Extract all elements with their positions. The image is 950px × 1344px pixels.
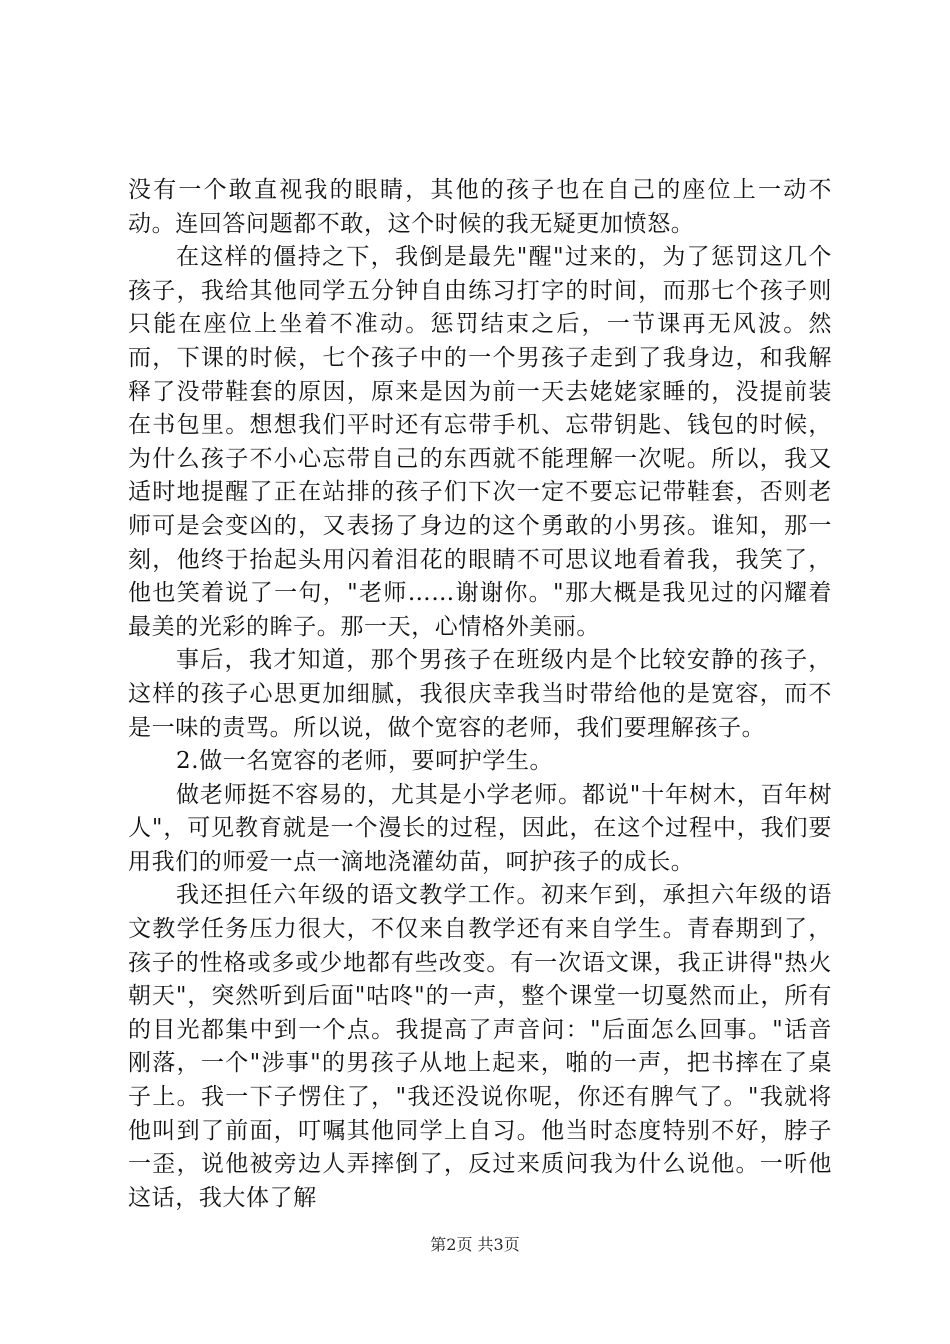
page-number-footer: 第2页 共3页 — [430, 1235, 520, 1254]
paragraph-4: 做老师挺不容易的，尤其是小学老师。都说"十年树木，百年树人"，可见教育就是一个漫长的过程，因此，在这个过程中，我们要用我们的师爱一点一滴地浇灌幼苗，呵护孩子的成长。 — [128, 781, 832, 875]
paragraph-5: 我还担任六年级的语文教学工作。初来乍到，承担六年级的语文教学任务压力很大，不仅来自教学还有来自学生。青春期到了，孩子的性格或多或少地都有些改变。有一次语文课，我正讲得"热火朝天"，突然听到后面"咕咚"的一声，整个课堂一切戛然而止，所有的目光都集中到一个点。我提高了声音问："后面怎么回事。"话音刚落，一个"涉事"的男孩子从地上起来，啪的一声，把书摔在了桌子上。我一下子愣住了，"我还没说你呢，你还有脾气了。"我就将他叫到了前面，叮嘱其他同学上自习。他当时态度特别不好，脖子一歪，说他被旁边人弄摔倒了，反过来质问我为什么说他。一听他这话，我大体了解 — [128, 882, 832, 1211]
paragraph-1: 没有一个敢直视我的眼睛，其他的孩子也在自己的座位上一动不动。连回答问题都不敢，这个时候的我无疑更加愤怒。 — [128, 177, 832, 237]
paragraph-3: 事后，我才知道，那个男孩子在班级内是个比较安静的孩子，这样的孩子心思更加细腻，我很庆幸我当时带给他的是宽容，而不是一味的责骂。所以说，做个宽容的老师，我们要理解孩子。 — [128, 647, 832, 741]
body-text — [128, 174, 832, 1215]
section-heading: 2.做一名宽容的老师，要呵护学生。 — [176, 748, 554, 775]
paragraph-2: 在这样的僵持之下，我倒是最先"醒"过来的，为了惩罚这几个孩子，我给其他同学五分钟自由练习打字的时间，而那七个孩子则只能在座位上坐着不准动。惩罚结束之后，一节课再无风波。然而，下课的时候，七个孩子中的一个男孩子走到了我身边，和我解释了没带鞋套的原因，原来是因为前一天去姥姥家睡的，没提前装在书包里。想想我们平时还有忘带手机、忘带钥匙、钱包的时候，为什么孩子不小心忘带自己的东西就不能理解一次呢。所以，我又适时地提醒了正在站排的孩子们下次一定不要忘记带鞋套，否则老师可是会变凶的，又表扬了身边的这个勇敢的小男孩。谁知，那一刻，他终于抬起头用闪着泪花的眼睛不可思议地看着我，我笑了，他也笑着说了一句，"老师……谢谢你。"那大概是我见过的闪耀着最美的光彩的眸子。那一天，心情格外美丽。 — [128, 244, 832, 640]
